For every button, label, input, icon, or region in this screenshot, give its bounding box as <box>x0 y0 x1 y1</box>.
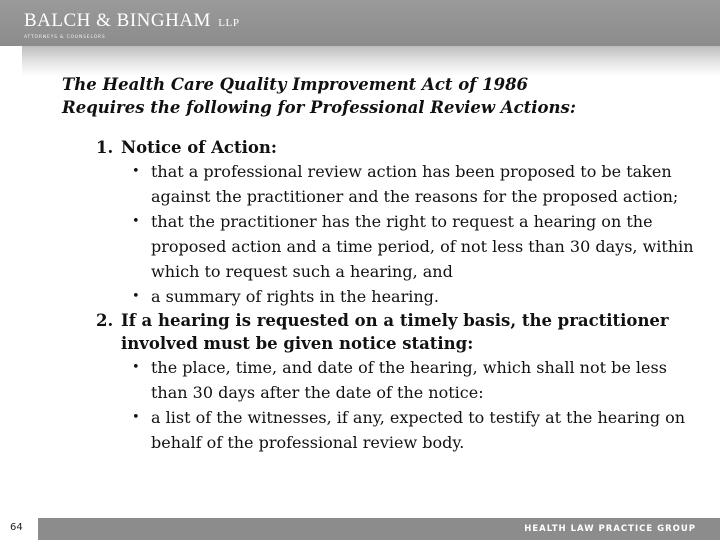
numbered-item <box>96 309 706 455</box>
bullet-icon: • <box>132 289 140 304</box>
firm-suffix: LLP <box>218 17 240 29</box>
slide-title <box>62 73 702 119</box>
firm-name: BALCH & BINGHAM <box>24 10 211 31</box>
item-heading: Notice of Action: <box>121 138 277 157</box>
header-gradient-panel <box>22 46 720 76</box>
bullet-list <box>96 355 706 455</box>
item-heading: If a hearing is requested on a timely basis, the practitioner involved must be given notice stating: <box>121 311 669 353</box>
header-band <box>0 0 720 46</box>
bullet-text: that the practitioner has the right to request a hearing on the proposed action and a time period, of not less than 30 days, within which to request such a hearing, and <box>151 212 694 281</box>
bullet-item <box>129 209 706 284</box>
firm-tagline: ATTORNEYS & COUNSELORS <box>24 35 106 40</box>
bullet-item <box>129 159 706 209</box>
bullet-list <box>96 159 706 309</box>
item-number: 1. <box>96 138 114 157</box>
title-line-1: The Health Care Quality Improvement Act of 1986 <box>62 75 529 94</box>
bullet-icon: • <box>132 410 140 425</box>
bullet-icon: • <box>132 214 140 229</box>
item-number: 2. <box>96 311 114 330</box>
slide-content <box>96 136 706 455</box>
bullet-item <box>129 284 706 309</box>
bullet-icon: • <box>132 164 140 179</box>
bullet-text: that a professional review action has been proposed to be taken against the practitioner and the reasons for the proposed action; <box>151 162 679 206</box>
firm-logo <box>24 10 240 32</box>
page-number: 64 <box>10 522 23 533</box>
bullet-text: a list of the witnesses, if any, expected to testify at the hearing on behalf of the professional review body. <box>151 408 686 452</box>
footer-label: HEALTH LAW PRACTICE GROUP <box>524 524 696 534</box>
bullet-text: a summary of rights in the hearing. <box>151 287 439 306</box>
bullet-item <box>129 405 706 455</box>
bullet-text: the place, time, and date of the hearing, which shall not be less than 30 days after the date of the notice: <box>151 358 667 402</box>
bullet-item <box>129 355 706 405</box>
bullet-icon: • <box>132 360 140 375</box>
title-line-2: Requires the following for Professional Review Actions: <box>62 98 576 117</box>
numbered-item <box>96 136 706 309</box>
